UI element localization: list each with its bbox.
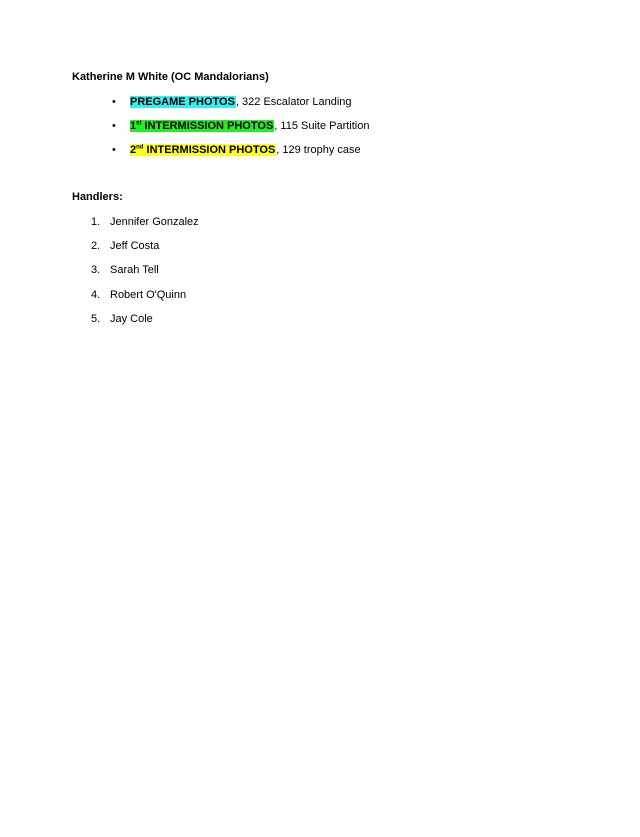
handler-name: Robert O'Quinn (110, 289, 187, 301)
photo-location: , 115 Suite Partition (274, 120, 370, 132)
list-item (112, 95, 352, 109)
list-number: 2. (91, 240, 101, 252)
handler-item (91, 312, 153, 326)
list-number: 1. (91, 216, 101, 228)
handler-name: Jay Cole (110, 313, 153, 325)
list-number: 4. (91, 289, 101, 301)
handler-item (91, 215, 199, 229)
document-title: Katherine M White (OC Mandalorians) (72, 71, 269, 83)
photo-label: INTERMISSION PHOTOS (143, 144, 276, 156)
highlighted-label (130, 144, 276, 156)
list-number: 5. (91, 313, 101, 325)
handler-name: Jeff Costa (110, 240, 160, 252)
ordinal-number: 1 (130, 120, 137, 132)
list-number: 3. (91, 264, 101, 276)
ordinal-suffix: st (136, 120, 142, 127)
photo-location: , 322 Escalator Landing (235, 96, 352, 108)
handlers-heading: Handlers: (72, 191, 123, 203)
ordinal-suffix: nd (136, 144, 144, 151)
list-item (112, 119, 369, 133)
bullet: • (112, 96, 116, 108)
handler-name: Sarah Tell (110, 264, 159, 276)
handler-item (91, 263, 159, 277)
photo-label: PREGAME PHOTOS (130, 96, 235, 108)
list-item (112, 143, 361, 157)
photo-label: INTERMISSION PHOTOS (141, 120, 274, 132)
bullet: • (112, 120, 116, 132)
handler-name: Jennifer Gonzalez (110, 216, 199, 228)
bullet: • (112, 144, 116, 156)
handler-item (91, 288, 186, 302)
photo-location: , 129 trophy case (276, 144, 361, 156)
ordinal-number: 2 (130, 144, 137, 156)
highlighted-label (130, 96, 236, 108)
handler-item (91, 239, 159, 253)
highlighted-label (130, 120, 274, 132)
